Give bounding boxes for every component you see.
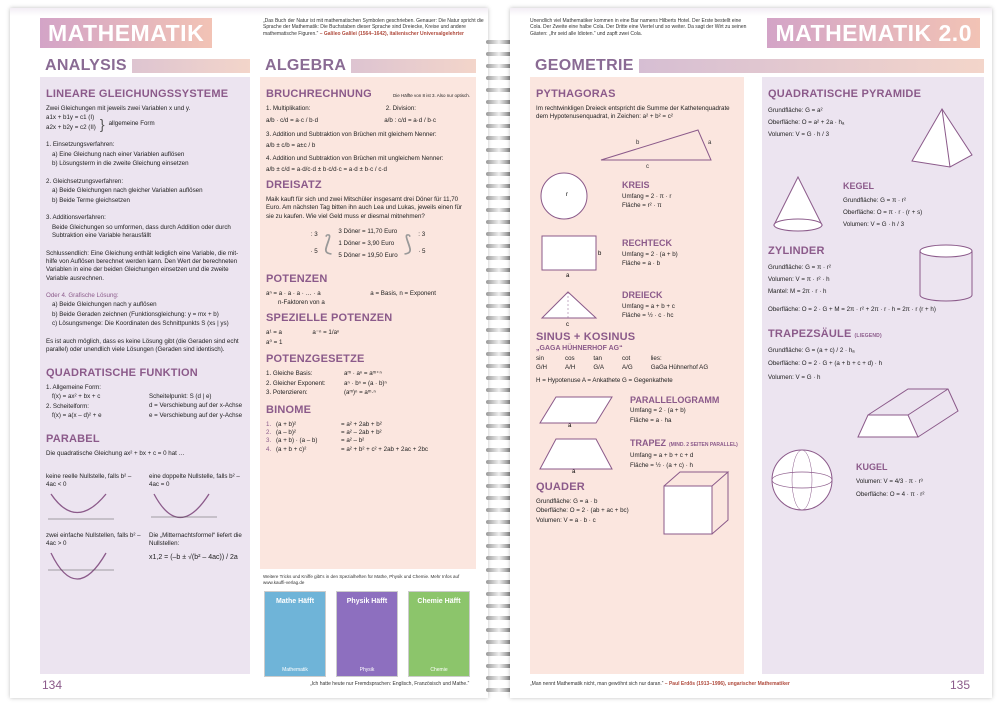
spiral-ring: [486, 616, 512, 620]
spiral-ring: [486, 568, 512, 572]
lgs-title: LINEARE GLEICHUNGSSYSTEME: [46, 88, 229, 100]
quad2: Oberfläche: O = 2 · (ab + ac + bc): [536, 507, 629, 515]
triangle-icon: [536, 286, 602, 326]
pg3f: (aᵐ)ⁿ = aᵐ·ⁿ: [344, 389, 376, 397]
pot1: aⁿ = a · a · a · … · a: [266, 289, 321, 297]
quader-title: QUADER: [536, 480, 585, 493]
schluss: Schlussendlich: Eine Gleichung enthält lediglich eine Variable, die mit-hilfe von Auflösen berechnet werden kann. Den Wert der berechneten Variablen in eine der beiden Gleichungen einsetzen und die zweite Variable ausrechnen.: [46, 249, 239, 282]
ts3: Volumen: V = G · h: [768, 373, 821, 381]
svg-text:c: c: [646, 163, 649, 170]
pot2: a = Basis, n = Exponent: [370, 289, 436, 297]
quote-text: „Das Buch der Natur ist mit mathematischen Symbolen geschrieben. Genauer: Die Natur spricht die Sprache der Mathematik: Die Buchstaben dieser Sprache sind Dreiecke, Kreise und andere mathematische Figuren.“: [263, 18, 484, 37]
step4: Oder 4. Grafische Lösung:: [46, 292, 119, 299]
spiral-ring: [486, 52, 512, 56]
spiral-ring: [486, 544, 512, 548]
spiral-ring: [486, 664, 512, 668]
page-title-right: MATHEMATIK 2.0: [767, 18, 980, 48]
spiral-ring: [486, 592, 512, 596]
pg-title: POTENZGESETZE: [266, 353, 365, 366]
spiral-ring: [486, 376, 512, 380]
dreisatz-3: 5 Döner = 19,50 Euro: [338, 252, 398, 260]
svg-text:a: a: [566, 272, 570, 279]
spiral-ring: [486, 304, 512, 308]
step2a: a) Beide Gleichungen nach gleicher Variablen auflösen: [52, 187, 203, 195]
section-label-analysis: ANALYSIS: [40, 57, 132, 75]
page-number-right: 135: [949, 678, 970, 692]
qfe: e = Verschiebung auf der y-Achse: [149, 411, 243, 419]
svg-text:b: b: [598, 250, 602, 257]
spiral-ring: [486, 184, 512, 188]
qp1: Grundfläche: G = a²: [768, 107, 823, 114]
drei2: Fläche = ½ · c · hc: [622, 312, 674, 320]
circle-icon: [536, 170, 592, 222]
pot3: n-Faktoren von a: [278, 299, 325, 307]
pyth-title: PYTHAGORAS: [536, 88, 616, 100]
cone-icon: [768, 173, 828, 237]
spiral-ring: [486, 280, 512, 284]
parallelogramm-title: PARALLELOGRAMM: [630, 394, 720, 405]
quote-author: – Galileo Galilei (1564–1642), italienischer Universalgelehrter: [319, 30, 464, 37]
pg1f: aᵐ · aⁿ = aᵐ⁺ⁿ: [344, 370, 382, 378]
lgs-system: [46, 114, 244, 133]
book-cover-mathe[interactable]: Mathe Häfft Mathematik: [264, 591, 326, 677]
parallelogram-icon: [536, 393, 616, 427]
page-shadow: [10, 8, 488, 16]
rechteck-title: RECHTECK: [622, 238, 673, 249]
svg-text:a: a: [708, 139, 712, 146]
ts-title: TRAPEZSÄULE: [768, 328, 852, 341]
spiral-ring: [486, 172, 512, 176]
qp3: Volumen: V = G · h / 3: [768, 131, 830, 139]
spiral-ring: [486, 160, 512, 164]
brace-icon: }: [99, 115, 105, 132]
zyl3: Mantel: M = 2π · r · h: [768, 288, 827, 296]
ts-note: (LIEGEND): [854, 333, 882, 340]
spot3: a⁻ⁿ = 1/aⁿ: [312, 329, 340, 337]
step4b: b) Beide Geraden zeichnen (Funktionsgleichung: y = mx + b): [52, 310, 219, 318]
step4c: c) Lösungsmenge: Die Koordinaten des Schnittpunkts S (xs | ys): [52, 320, 229, 328]
spiral-ring: [486, 208, 512, 212]
quad3: Volumen: V = a · b · c: [536, 516, 596, 524]
spiral-ring: [486, 640, 512, 644]
step2b: b) Beide Terme gleichsetzen: [52, 196, 130, 204]
sin-table: sin G/H cos A/H tan G/A cot A/G lies: GaGa Hühnerhof AG: [536, 354, 709, 372]
bruch-title: BRUCHRECHNUNG: [266, 88, 372, 100]
qp2: Oberfläche: O = a² + 2a · hₐ: [768, 119, 845, 127]
qf2: 2. Scheitelform:: [46, 402, 89, 410]
spiral-ring: [486, 340, 512, 344]
spiral-ring: [486, 508, 512, 512]
binome-list: [266, 421, 470, 454]
promo-text: Weitere Tricks und Kniffe gibt's in den Spezialheften für Mathe, Physik und Chemie. Mehr Infos auf www.kauffi-verlag.de: [263, 574, 460, 586]
bruch-note: Die Hälfte von 8 ist 3. Also nur optisch.: [392, 93, 470, 98]
case1: keine reelle Nullstelle, falls b² – 4ac < 0: [46, 472, 132, 489]
svg-text:r: r: [566, 191, 568, 198]
qf-title: QUADRATISCHE FUNKTION: [46, 366, 198, 379]
spot2: a⁰ = 1: [266, 338, 283, 346]
pg3: 3. Potenzieren:: [266, 389, 308, 397]
kreis1: Umfang = 2 · π · r: [622, 192, 672, 200]
quote-left: [263, 18, 485, 37]
dreisatz-steps: [266, 226, 470, 263]
arrow-icon: ⟅: [323, 231, 333, 257]
spiral-ring: [486, 436, 512, 440]
binom-row: 4. (a + b + c)² = a² + b² + c² + 2ab + 2ac + 2bc: [266, 445, 429, 453]
kugel2: Oberfläche: O = 4 · π · r²: [856, 491, 925, 499]
spiral-ring: [486, 100, 512, 104]
step1a: a) Eine Gleichung nach einer Variablen auflösen: [52, 150, 185, 158]
binom-row: 1. (a + b)² = a² + 2ab + b²: [266, 420, 382, 428]
spiral-ring: [486, 460, 512, 464]
dreisatz-op1-r: : 3: [418, 231, 426, 239]
spiral-ring: [486, 520, 512, 524]
qp-title: QUADRATISCHE PYRAMIDE: [768, 88, 922, 100]
spiral-ring: [486, 88, 512, 92]
step1: 1. Einsetzungsverfahren:: [46, 141, 115, 149]
para1: Umfang = 2 · (a + b): [630, 407, 686, 415]
spiral-ring: [486, 676, 512, 680]
trapezoid-icon: [536, 435, 616, 473]
book-cover-chemie[interactable]: Chemie Häfft Chemie: [408, 591, 470, 677]
svg-text:a: a: [572, 468, 576, 475]
algebra-column: [260, 77, 476, 569]
add-same-label: 3. Addition und Subtraktion von Brüchen mit gleichem Nenner:: [266, 130, 437, 138]
kegel1: Grundfläche: G = π · r²: [843, 196, 906, 204]
spiral-ring: [486, 580, 512, 584]
dreisatz-title: DREISATZ: [266, 179, 322, 192]
pyramid-icon: [906, 105, 978, 169]
dreisatz-text: Maik kauft für sich und zwei Mitschüler insgesamt drei Döner für 11,70 Euro. Am nächsten Tag bitten ihn auch Lea und Lukas, jeweils einen für sie zu kaufen. Wie viel Geld muss er diesmal mitnehmen?: [266, 196, 462, 220]
zyl4: Oberfläche: O = 2 · G + M = 2π · r² + 2π · r · h = 2π · r (r + h): [768, 306, 936, 313]
par-intro: Die quadratische Gleichung ax² + bx + c = 0 hat …: [46, 450, 185, 458]
page-number-left: 134: [42, 678, 63, 692]
qf2f: f(x) = a(x – d)² + e: [52, 411, 102, 419]
dreisatz-op2: · 5: [310, 248, 318, 256]
midnight-formula: x1,2 = (–b ± √(b² – 4ac)) / 2a: [149, 554, 238, 562]
spiral-ring: [486, 484, 512, 488]
dreieck-title: DREIECK: [622, 290, 663, 301]
spot-title: SPEZIELLE POTENZEN: [266, 312, 393, 325]
recht1: Umfang = 2 · (a + b): [622, 250, 678, 258]
lgs-note: Es ist auch möglich, dass es keine Lösung gibt (die Geraden sind echt parallel) oder unendlich viele Lösungen (Geraden sind identisch).: [46, 337, 239, 354]
spiral-ring: [486, 268, 512, 272]
sin-legend: H = Hypotenuse A = Ankathete G = Gegenkathete: [536, 376, 673, 384]
lgs-intro: Zwei Gleichungen mit jeweils zwei Variablen x und y.: [46, 105, 191, 112]
dreisatz-op1: : 3: [310, 231, 318, 239]
recht2: Fläche = a · b: [622, 260, 661, 268]
binom-row: 2. (a – b)² = a² – 2ab + b²: [266, 429, 382, 437]
zyl1: Grundfläche: G = π · r²: [768, 264, 831, 271]
div-label: 2. Division:: [385, 105, 416, 112]
page-title-left: MATHEMATIK: [40, 18, 212, 48]
bottom-note: „Ich hatte heute nur Fremdsprachen: Englisch, Französisch und Mathe.“: [310, 681, 470, 687]
lgs-form: allgemeine Form: [108, 119, 155, 127]
parabel-title: PARABEL: [46, 433, 100, 446]
spiral-ring: [486, 352, 512, 356]
svg-text:b: b: [636, 139, 640, 146]
spiral-ring: [486, 316, 512, 320]
kegel2: Oberfläche: O = π · r · (r + s): [843, 208, 923, 216]
add-same-formula: a/b ± c/b = a±c / b: [266, 142, 316, 150]
kegel-title: KEGEL: [843, 180, 875, 191]
spiral-ring: [486, 292, 512, 296]
add-diff-label: 4. Addition und Subtraktion von Brüchen mit ungleichem Nenner:: [266, 154, 444, 162]
spiral-ring: [486, 556, 512, 560]
binom-row: 3. (a + b) · (a – b) = a² – b²: [266, 437, 365, 445]
zylinder-title: ZYLINDER: [768, 245, 825, 257]
kreis-title: KREIS: [622, 180, 650, 191]
sin-sub: „GAGA HÜHNERHOF AG“: [536, 344, 623, 352]
spiral-ring: [486, 244, 512, 248]
step2: 2. Gleichsetzungsverfahren:: [46, 177, 124, 185]
spiral-ring: [486, 256, 512, 260]
spiral-ring: [486, 328, 512, 332]
spiral-ring: [486, 76, 512, 80]
dreisatz-op2-r: · 5: [418, 248, 426, 256]
parabola-two-icon: [46, 550, 116, 580]
kugel1: Volumen: V = 4/3 · π · r³: [856, 478, 923, 486]
ts2: Oberfläche: O = 2 · G + (a + b + c + d) · h: [768, 360, 883, 368]
qfs: Scheitelpunkt: S (d | e): [149, 392, 212, 400]
koerper-column: [762, 77, 984, 674]
trapez-title: TRAPEZ: [630, 437, 666, 448]
spiral-ring: [486, 232, 512, 236]
kreis2: Fläche = r² · π: [622, 202, 662, 210]
spiral-ring: [486, 424, 512, 428]
case2: eine doppelte Nullstelle, falls b² – 4ac = 0: [149, 472, 240, 489]
svg-text:a: a: [568, 422, 572, 429]
mult-label: 1. Multiplikation:: [266, 105, 311, 112]
case4: Die „Mitternachtsformel“ liefert die Nullstellen:: [149, 531, 242, 548]
dreisatz-2: 1 Döner = 3,90 Euro: [338, 240, 395, 248]
spiral-ring: [486, 604, 512, 608]
step4a: a) Beide Gleichungen nach y auflösen: [52, 301, 157, 309]
trapezoid-prism-icon: [768, 385, 968, 441]
step3: 3. Additionsverfahren:: [46, 214, 106, 222]
parabola-none-icon: [46, 491, 116, 521]
quad1: Grundfläche: G = a · b: [536, 497, 598, 505]
trap2: Fläche = ½ · (a + c) · h: [630, 461, 693, 469]
trap1: Umfang = a + b + c + d: [630, 452, 694, 460]
binome-title: BINOME: [266, 403, 312, 416]
pyth-text: Im rechtwinkligen Dreieck entspricht die Summe der Kathetenquadrate dem Hypotenusenquadrat, in Zeichen: a² + b² = c²: [536, 105, 730, 121]
spot1: a¹ = a: [266, 329, 282, 337]
spiral-ring: [486, 148, 512, 152]
pg2f: aⁿ · bⁿ = (a · b)ⁿ: [344, 379, 387, 387]
ts1: Grundfläche: G = (a + c) / 2 · hₐ: [768, 347, 855, 355]
spiral-ring: [486, 532, 512, 536]
mult-formula: a/b · c/d = a·c / b·d: [266, 117, 319, 125]
spiral-ring: [486, 124, 512, 128]
spiral-ring: [486, 652, 512, 656]
drei1: Umfang = a + b + c: [622, 302, 675, 310]
spiral-ring: [486, 364, 512, 368]
kugel-title: KUGEL: [856, 462, 888, 473]
spiral-ring: [486, 136, 512, 140]
spiral-ring: [486, 40, 512, 44]
lgs-eq2: a2x + b2y = c2 (II): [46, 123, 96, 131]
analysis-column: [40, 77, 250, 674]
cuboid-icon: [658, 468, 738, 538]
step1b: b) Lösungsterm in die zweite Gleichung einsetzen: [52, 160, 189, 168]
quote-right: Unendlich viel Mathematiker kommen in eine Bar namens Hilberts Hotel. Der Erste bestellt eine Cola. Der Zweite eine halbe Cola. Der Dritte eine Viertel und so weiter. Da sagt der Wirt zu seinen Gästen: „Ihr seid alle Idioten.“ und zapft zwei Cola.: [530, 18, 747, 37]
spiral-binding: [486, 40, 512, 700]
dreisatz-1: 3 Döner = 11,70 Euro: [338, 228, 398, 236]
spiral-ring: [486, 412, 512, 416]
zyl2: Volumen: V = π · r² · h: [768, 276, 830, 284]
div-formula: a/b : c/d = a·d / b·c: [384, 117, 436, 125]
spiral-ring: [486, 64, 512, 68]
para2: Fläche = a · ha: [630, 416, 672, 424]
spiral-ring: [486, 628, 512, 632]
page-shadow: [510, 8, 992, 16]
spiral-ring: [486, 112, 512, 116]
sphere-icon: [768, 446, 838, 516]
pg1: 1. Gleiche Basis:: [266, 370, 313, 378]
section-label-algebra: ALGEBRA: [260, 57, 351, 75]
arrow-icon: ⟆: [403, 231, 413, 257]
case3: zwei einfache Nullstellen, falls b² – 4ac > 0: [46, 531, 141, 548]
rectangle-icon: [536, 230, 602, 278]
parabola-double-icon: [149, 491, 219, 521]
lgs-eq1: a1x + b1y = c1 (I): [46, 114, 95, 122]
spiral-ring: [486, 196, 512, 200]
section-label-geometrie: GEOMETRIE: [530, 57, 639, 75]
spiral-ring: [486, 400, 512, 404]
spiral-ring: [486, 688, 512, 692]
triangle-right-icon: [536, 124, 736, 170]
spiral-ring: [486, 472, 512, 476]
trapez-note: (MIND. 2 SEITEN PARALLEL): [669, 441, 738, 448]
pg2: 2. Gleicher Exponent:: [266, 379, 326, 387]
left-page: [10, 8, 488, 698]
kegel3: Volumen: V = G · h / 3: [843, 221, 905, 229]
geometrie-column: [530, 77, 744, 674]
qf1f: f(x) = ax² + bx + c: [52, 393, 101, 401]
spiral-ring: [486, 496, 512, 500]
spiral-ring: [486, 448, 512, 452]
cylinder-icon: [914, 241, 978, 305]
qf1: 1. Allgemeine Form:: [46, 383, 102, 391]
sin-title: SINUS + KOSINUS: [536, 330, 636, 343]
potenzen-title: POTENZEN: [266, 272, 328, 285]
spiral-ring: [486, 220, 512, 224]
right-page: [510, 8, 992, 698]
step3a: Beide Gleichungen so umformen, dass durch Addition oder durch Subtraktion eine Variable herausfällt: [52, 223, 231, 240]
qfd: d = Verschiebung auf der x-Achse: [149, 402, 243, 410]
add-diff-formula: a/b ± c/d = a·d/c·d ± b·c/d·c = a·d ± b·c / c·d: [266, 165, 387, 173]
svg-text:c: c: [566, 321, 569, 328]
book-cover-physik[interactable]: Physik Häfft Physik: [336, 591, 398, 677]
spiral-ring: [486, 388, 512, 392]
bottom-quote: „Man nennt Mathematik nicht, man gewöhnt sich nur daran.“ – Paul Erdős (1913–1996), ungarischer Mathematiker: [530, 681, 790, 687]
